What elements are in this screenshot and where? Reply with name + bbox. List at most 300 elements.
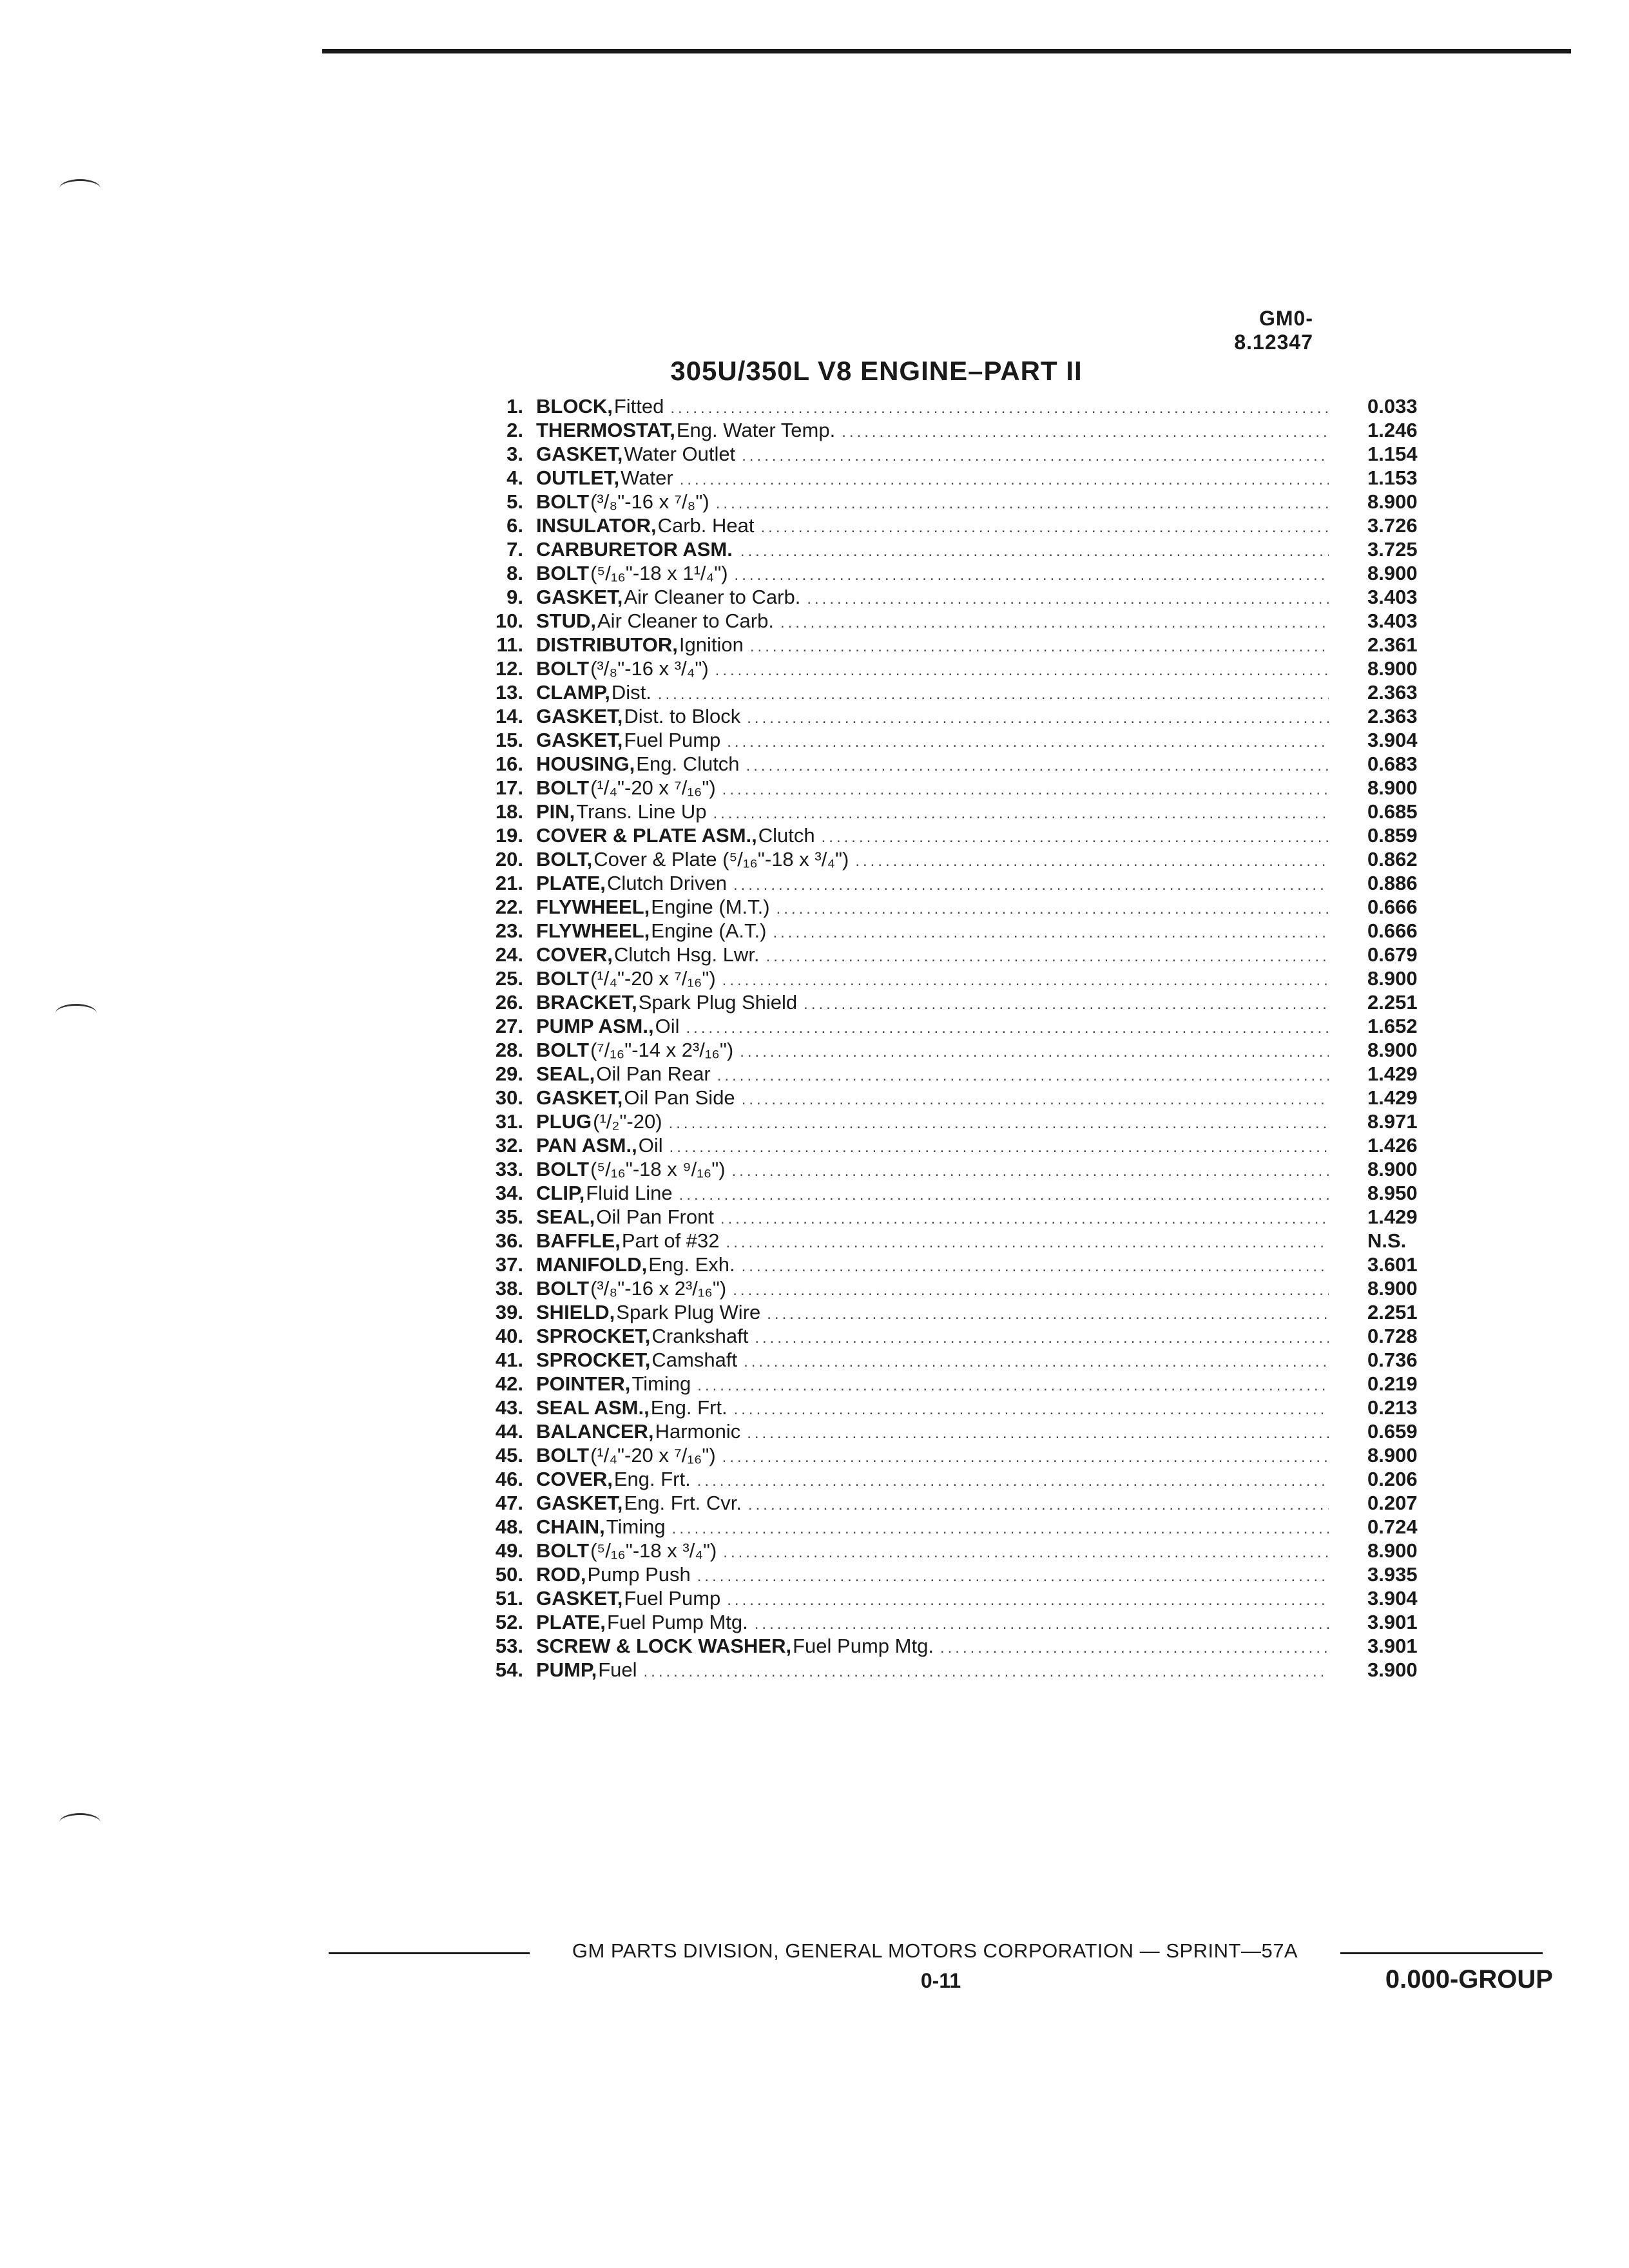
part-description: Oil Pan Side bbox=[624, 1086, 735, 1109]
document-code: GM0-8.12347 bbox=[1234, 307, 1313, 354]
part-name: COVER, bbox=[536, 1468, 613, 1490]
part-group-number: 8.900 bbox=[1367, 1277, 1418, 1300]
part-row bbox=[470, 1491, 1437, 1515]
part-name: GASKET, bbox=[536, 443, 623, 465]
part-row bbox=[470, 442, 1437, 466]
dot-leader bbox=[767, 1302, 1329, 1326]
part-name: GASKET, bbox=[536, 586, 623, 608]
part-row bbox=[470, 1014, 1437, 1038]
part-row bbox=[470, 1562, 1437, 1586]
part-number: 38. bbox=[495, 1277, 523, 1300]
part-row bbox=[470, 1038, 1437, 1062]
dot-leader bbox=[747, 706, 1329, 730]
dot-leader bbox=[822, 825, 1329, 849]
part-description: Carb. Heat bbox=[657, 514, 755, 537]
dot-leader bbox=[697, 1374, 1329, 1398]
part-number: 24. bbox=[495, 943, 523, 966]
part-group-number: 0.859 bbox=[1367, 824, 1418, 847]
part-name: INSULATOR, bbox=[536, 514, 657, 537]
part-name: OUTLET, bbox=[536, 466, 620, 489]
part-row bbox=[470, 394, 1437, 418]
part-row bbox=[470, 466, 1437, 490]
dot-leader bbox=[697, 1564, 1329, 1588]
part-description: Fuel Pump Mtg. bbox=[793, 1635, 934, 1657]
part-name: PUMP, bbox=[536, 1658, 597, 1681]
part-description: Air Cleaner to Carb. bbox=[597, 610, 774, 632]
part-name: BOLT bbox=[536, 1277, 590, 1300]
part-description: (⁷/₁₆"-14 x 2³/₁₆") bbox=[590, 1039, 734, 1061]
part-description: (⁵/₁₆"-18 x ³/₄") bbox=[590, 1539, 717, 1562]
part-row bbox=[470, 1586, 1437, 1610]
dot-leader bbox=[716, 492, 1329, 515]
dot-leader bbox=[686, 1016, 1329, 1040]
part-row bbox=[470, 1396, 1437, 1419]
part-name: BOLT bbox=[536, 1539, 590, 1562]
part-number: 31. bbox=[495, 1110, 523, 1133]
part-row bbox=[470, 1086, 1437, 1110]
part-number: 44. bbox=[495, 1420, 523, 1443]
part-row bbox=[470, 514, 1437, 537]
dot-leader bbox=[747, 1421, 1329, 1445]
part-name: BOLT bbox=[536, 776, 590, 799]
part-group-number: 0.862 bbox=[1367, 848, 1418, 870]
part-group-number: 8.900 bbox=[1367, 776, 1418, 799]
part-number: 9. bbox=[506, 586, 523, 608]
part-number: 22. bbox=[495, 896, 523, 918]
dot-leader bbox=[773, 921, 1329, 945]
part-number: 42. bbox=[495, 1372, 523, 1395]
part-description: Water Outlet bbox=[624, 443, 736, 465]
part-row bbox=[470, 1253, 1437, 1276]
part-number: 2. bbox=[506, 419, 523, 441]
part-row bbox=[470, 966, 1437, 990]
part-description: Oil bbox=[655, 1015, 680, 1037]
part-number: 33. bbox=[495, 1158, 523, 1180]
part-description: Spark Plug Shield bbox=[638, 991, 798, 1014]
dot-leader bbox=[742, 1088, 1329, 1111]
part-name: POINTER, bbox=[536, 1372, 631, 1395]
dot-leader bbox=[680, 468, 1329, 492]
part-description: Eng. Exh. bbox=[648, 1253, 735, 1276]
part-name: MANIFOLD, bbox=[536, 1253, 648, 1276]
part-number: 1. bbox=[506, 395, 523, 418]
part-group-number: 8.971 bbox=[1367, 1110, 1418, 1133]
part-number: 12. bbox=[495, 657, 523, 680]
page-number: 0-11 bbox=[920, 1969, 961, 1992]
group-label: 0.000-GROUP bbox=[1385, 1965, 1553, 1994]
part-name: GASKET, bbox=[536, 1587, 623, 1610]
part-group-number: 0.033 bbox=[1367, 395, 1418, 418]
part-description: (⁵/₁₆"-18 x 1¹/₄") bbox=[590, 562, 728, 584]
part-group-number: 8.900 bbox=[1367, 967, 1418, 990]
part-description: Harmonic bbox=[655, 1420, 741, 1443]
part-group-number: 1.429 bbox=[1367, 1086, 1418, 1109]
part-group-number: 0.659 bbox=[1367, 1420, 1418, 1443]
part-group-number: 3.726 bbox=[1367, 514, 1418, 537]
part-group-number: 3.904 bbox=[1367, 1587, 1418, 1610]
dot-leader bbox=[766, 945, 1329, 968]
part-number: 32. bbox=[495, 1134, 523, 1157]
dot-leader bbox=[644, 1660, 1329, 1684]
part-group-number: 3.725 bbox=[1367, 538, 1418, 561]
part-number: 25. bbox=[495, 967, 523, 990]
part-name: BOLT bbox=[536, 490, 590, 513]
dot-leader bbox=[720, 1207, 1329, 1231]
part-number: 13. bbox=[495, 681, 523, 704]
part-row bbox=[470, 871, 1437, 895]
part-row bbox=[470, 633, 1437, 657]
part-description: Spark Plug Wire bbox=[616, 1301, 761, 1323]
part-row bbox=[470, 1634, 1437, 1658]
part-name: GASKET, bbox=[536, 1492, 623, 1514]
part-group-number: 1.426 bbox=[1367, 1134, 1418, 1157]
part-description: Clutch Hsg. Lwr. bbox=[613, 943, 760, 966]
part-number: 39. bbox=[495, 1301, 523, 1323]
part-name: PLATE, bbox=[536, 1611, 606, 1633]
part-number: 4. bbox=[506, 466, 523, 489]
part-description: (¹/₄"-20 x ⁷/₁₆") bbox=[590, 967, 716, 990]
part-name: DISTRIBUTOR, bbox=[536, 633, 678, 656]
part-number: 41. bbox=[495, 1349, 523, 1371]
part-group-number: 1.246 bbox=[1367, 419, 1418, 441]
part-row bbox=[470, 1324, 1437, 1348]
part-row bbox=[470, 752, 1437, 776]
part-name: BOLT bbox=[536, 657, 590, 680]
part-number: 17. bbox=[495, 776, 523, 799]
part-group-number: 8.900 bbox=[1367, 1539, 1418, 1562]
part-row bbox=[470, 728, 1437, 752]
part-row bbox=[470, 1658, 1437, 1682]
dot-leader bbox=[672, 1517, 1329, 1541]
part-name: SEAL, bbox=[536, 1206, 595, 1228]
part-name: SCREW & LOCK WASHER, bbox=[536, 1635, 792, 1657]
part-name: GASKET, bbox=[536, 1086, 623, 1109]
dot-leader bbox=[669, 1111, 1329, 1135]
part-description: Oil bbox=[638, 1134, 663, 1157]
part-group-number: 3.904 bbox=[1367, 729, 1418, 751]
part-number: 52. bbox=[495, 1611, 523, 1633]
part-number: 5. bbox=[506, 490, 523, 513]
part-description: Crankshaft bbox=[651, 1325, 749, 1347]
dot-leader bbox=[715, 658, 1329, 682]
part-group-number: 3.901 bbox=[1367, 1635, 1418, 1657]
part-name: BALANCER, bbox=[536, 1420, 654, 1443]
part-description: Clutch Driven bbox=[606, 872, 727, 894]
part-number: 43. bbox=[495, 1396, 523, 1419]
part-group-number: 3.901 bbox=[1367, 1611, 1418, 1633]
part-name: CLAMP, bbox=[536, 681, 610, 704]
part-name: BAFFLE, bbox=[536, 1229, 621, 1252]
part-row bbox=[470, 1610, 1437, 1634]
part-description: Trans. Line Up bbox=[576, 800, 707, 823]
part-description: Eng. Clutch bbox=[636, 753, 740, 775]
part-description: Dist. to Block bbox=[624, 705, 741, 727]
part-description: (³/₈"-16 x ³/₄") bbox=[590, 657, 709, 680]
part-number: 46. bbox=[495, 1468, 523, 1490]
part-name: COVER & PLATE ASM., bbox=[536, 824, 757, 847]
part-name: SPROCKET, bbox=[536, 1349, 651, 1371]
dot-leader bbox=[717, 1064, 1329, 1088]
dot-leader bbox=[726, 1231, 1329, 1254]
top-rule bbox=[322, 49, 1571, 53]
part-row bbox=[470, 1419, 1437, 1443]
part-description: Pump Push bbox=[587, 1563, 691, 1586]
part-name: ROD, bbox=[536, 1563, 586, 1586]
punch-hole-mark bbox=[59, 179, 101, 198]
dot-leader bbox=[940, 1636, 1329, 1660]
dot-leader bbox=[742, 444, 1329, 468]
part-number: 23. bbox=[495, 919, 523, 942]
part-number: 34. bbox=[495, 1182, 523, 1204]
part-row bbox=[470, 1157, 1437, 1181]
part-description: Eng. Frt. bbox=[613, 1468, 691, 1490]
part-number: 18. bbox=[495, 800, 523, 823]
dot-leader bbox=[842, 420, 1329, 444]
part-name: CLIP, bbox=[536, 1182, 585, 1204]
part-number: 45. bbox=[495, 1444, 523, 1466]
part-row bbox=[470, 1229, 1437, 1253]
part-description: (¹/₄"-20 x ⁷/₁₆") bbox=[590, 776, 716, 799]
part-description: Camshaft bbox=[651, 1349, 738, 1371]
part-row bbox=[470, 1133, 1437, 1157]
part-row bbox=[470, 800, 1437, 823]
part-number: 3. bbox=[506, 443, 523, 465]
part-description: Dist. bbox=[611, 681, 651, 704]
part-description: Fuel Pump bbox=[624, 729, 721, 751]
dot-leader bbox=[744, 1350, 1329, 1374]
part-number: 48. bbox=[495, 1515, 523, 1538]
part-group-number: 0.219 bbox=[1367, 1372, 1418, 1395]
part-name: PUMP ASM., bbox=[536, 1015, 654, 1037]
dot-leader bbox=[760, 515, 1329, 539]
footer-rule-right bbox=[1340, 1952, 1543, 1954]
part-row bbox=[470, 1276, 1437, 1300]
part-group-number: 0.206 bbox=[1367, 1468, 1418, 1490]
part-group-number: 3.601 bbox=[1367, 1253, 1418, 1276]
part-row bbox=[470, 585, 1437, 609]
part-row bbox=[470, 1062, 1437, 1086]
part-description: Fuel Pump bbox=[624, 1587, 721, 1610]
dot-leader bbox=[734, 1398, 1329, 1421]
part-row bbox=[470, 609, 1437, 633]
part-group-number: 2.251 bbox=[1367, 991, 1418, 1014]
part-description: Fluid Line bbox=[586, 1182, 673, 1204]
part-number: 8. bbox=[506, 562, 523, 584]
part-group-number: 1.429 bbox=[1367, 1206, 1418, 1228]
part-description: Fitted bbox=[613, 395, 664, 418]
dot-leader bbox=[723, 1541, 1329, 1564]
part-number: 53. bbox=[495, 1635, 523, 1657]
part-name: BRACKET, bbox=[536, 991, 637, 1014]
part-number: 51. bbox=[495, 1587, 523, 1610]
punch-hole-mark bbox=[55, 1004, 97, 1023]
dot-leader bbox=[658, 682, 1329, 706]
part-group-number: 2.251 bbox=[1367, 1301, 1418, 1323]
part-number: 50. bbox=[495, 1563, 523, 1586]
dot-leader bbox=[742, 1254, 1329, 1278]
dot-leader bbox=[727, 730, 1329, 754]
part-name: BLOCK, bbox=[536, 395, 613, 418]
part-name: PAN ASM., bbox=[536, 1134, 637, 1157]
dot-leader bbox=[755, 1326, 1329, 1350]
part-group-number: 8.900 bbox=[1367, 562, 1418, 584]
part-number: 54. bbox=[495, 1658, 523, 1681]
part-description: (³/₈"-16 x ⁷/₈") bbox=[590, 490, 709, 513]
part-row bbox=[470, 1372, 1437, 1396]
part-group-number: 1.652 bbox=[1367, 1015, 1418, 1037]
part-description: Fuel Pump Mtg. bbox=[606, 1611, 748, 1633]
part-description: Engine (A.T.) bbox=[651, 919, 767, 942]
part-group-number: 8.900 bbox=[1367, 490, 1418, 513]
part-description: Ignition bbox=[679, 633, 744, 656]
part-number: 35. bbox=[495, 1206, 523, 1228]
part-row bbox=[470, 1181, 1437, 1205]
dot-leader bbox=[713, 802, 1329, 825]
part-description: Water bbox=[621, 466, 673, 489]
part-description: Timing bbox=[606, 1515, 666, 1538]
part-group-number: 0.679 bbox=[1367, 943, 1418, 966]
part-number: 26. bbox=[495, 991, 523, 1014]
part-description: Oil Pan Front bbox=[596, 1206, 714, 1228]
part-group-number: 0.207 bbox=[1367, 1492, 1418, 1514]
part-number: 36. bbox=[495, 1229, 523, 1252]
part-group-number: 2.363 bbox=[1367, 705, 1418, 727]
part-number: 40. bbox=[495, 1325, 523, 1347]
dot-leader bbox=[727, 1588, 1329, 1612]
dot-leader bbox=[733, 873, 1329, 897]
dot-leader bbox=[776, 897, 1329, 921]
part-name: THERMOSTAT, bbox=[536, 419, 675, 441]
part-group-number: 8.900 bbox=[1367, 1158, 1418, 1180]
part-row bbox=[470, 1348, 1437, 1372]
dot-leader bbox=[780, 611, 1329, 635]
part-name: CARBURETOR ASM. bbox=[536, 538, 733, 561]
dot-leader bbox=[732, 1159, 1329, 1183]
part-row bbox=[470, 1205, 1437, 1229]
part-number: 16. bbox=[495, 753, 523, 775]
part-name: FLYWHEEL, bbox=[536, 896, 650, 918]
part-description: Clutch bbox=[758, 824, 815, 847]
part-name: PLATE, bbox=[536, 872, 606, 894]
punch-hole-mark bbox=[59, 1813, 101, 1832]
part-group-number: 0.728 bbox=[1367, 1325, 1418, 1347]
part-name: BOLT bbox=[536, 562, 590, 584]
part-number: 49. bbox=[495, 1539, 523, 1562]
part-group-number: 0.666 bbox=[1367, 919, 1418, 942]
part-row bbox=[470, 418, 1437, 442]
dot-leader bbox=[722, 968, 1329, 992]
part-name: CHAIN, bbox=[536, 1515, 605, 1538]
dot-leader bbox=[748, 1493, 1329, 1517]
dot-leader bbox=[722, 1445, 1329, 1469]
dot-leader bbox=[722, 778, 1329, 802]
part-group-number: 3.900 bbox=[1367, 1658, 1418, 1681]
part-row bbox=[470, 990, 1437, 1014]
dot-leader bbox=[746, 754, 1329, 778]
part-description: (¹/₄"-20 x ⁷/₁₆") bbox=[590, 1444, 716, 1466]
part-row bbox=[470, 919, 1437, 943]
part-number: 21. bbox=[495, 872, 523, 894]
part-number: 28. bbox=[495, 1039, 523, 1061]
part-number: 15. bbox=[495, 729, 523, 751]
dot-leader bbox=[697, 1469, 1329, 1493]
part-row bbox=[470, 847, 1437, 871]
part-number: 6. bbox=[506, 514, 523, 537]
part-name: BOLT bbox=[536, 1444, 590, 1466]
part-name: PLUG bbox=[536, 1110, 592, 1133]
part-group-number: 0.683 bbox=[1367, 753, 1418, 775]
part-group-number: 0.213 bbox=[1367, 1396, 1418, 1419]
part-name: GASKET, bbox=[536, 705, 623, 727]
dot-leader bbox=[670, 1135, 1329, 1159]
part-row bbox=[470, 1467, 1437, 1491]
part-name: SHIELD, bbox=[536, 1301, 615, 1323]
part-name: SPROCKET, bbox=[536, 1325, 651, 1347]
part-name: BOLT, bbox=[536, 848, 593, 870]
part-number: 11. bbox=[496, 633, 523, 656]
footer-publisher: GM PARTS DIVISION, GENERAL MOTORS CORPORATION — SPRINT—57A bbox=[572, 1939, 1298, 1962]
part-name: HOUSING, bbox=[536, 753, 635, 775]
part-number: 14. bbox=[495, 705, 523, 727]
part-group-number: 1.154 bbox=[1367, 443, 1418, 465]
part-name: STUD, bbox=[536, 610, 596, 632]
part-group-number: 3.403 bbox=[1367, 610, 1418, 632]
part-group-number: 0.724 bbox=[1367, 1515, 1418, 1538]
dot-leader bbox=[679, 1183, 1329, 1207]
part-description: (¹/₂"-20) bbox=[593, 1110, 662, 1133]
part-number: 47. bbox=[495, 1492, 523, 1514]
part-number: 29. bbox=[495, 1062, 523, 1085]
part-row bbox=[470, 490, 1437, 514]
part-row bbox=[470, 1443, 1437, 1467]
part-row bbox=[470, 1300, 1437, 1324]
part-name: SEAL, bbox=[536, 1062, 595, 1085]
part-name: GASKET, bbox=[536, 729, 623, 751]
part-description: Part of #32 bbox=[621, 1229, 720, 1252]
part-group-number: 1.429 bbox=[1367, 1062, 1418, 1085]
part-description: Air Cleaner to Carb. bbox=[624, 586, 801, 608]
part-name: FLYWHEEL, bbox=[536, 919, 650, 942]
footer-rule-left bbox=[329, 1952, 530, 1954]
part-description: (⁵/₁₆"-18 x ⁹/₁₆") bbox=[590, 1158, 726, 1180]
part-row bbox=[470, 561, 1437, 585]
part-row bbox=[470, 776, 1437, 800]
part-row bbox=[470, 680, 1437, 704]
part-group-number: N.S. bbox=[1367, 1229, 1407, 1252]
part-row bbox=[470, 704, 1437, 728]
part-description: Fuel bbox=[598, 1658, 637, 1681]
part-description: Eng. Frt. Cvr. bbox=[624, 1492, 742, 1514]
part-row bbox=[470, 1515, 1437, 1539]
dot-leader bbox=[807, 587, 1329, 611]
part-number: 10. bbox=[495, 610, 523, 632]
page-title: 305U/350L V8 ENGINE–PART II bbox=[670, 356, 1083, 386]
part-number: 30. bbox=[495, 1086, 523, 1109]
part-name: SEAL ASM., bbox=[536, 1396, 650, 1419]
part-group-number: 8.900 bbox=[1367, 1444, 1418, 1466]
part-row bbox=[470, 943, 1437, 966]
part-group-number: 8.900 bbox=[1367, 1039, 1418, 1061]
part-number: 19. bbox=[495, 824, 523, 847]
part-group-number: 2.361 bbox=[1367, 633, 1418, 656]
dot-leader bbox=[670, 396, 1329, 420]
part-row bbox=[470, 657, 1437, 680]
dot-leader bbox=[735, 563, 1329, 587]
part-group-number: 3.403 bbox=[1367, 586, 1418, 608]
part-description: Timing bbox=[631, 1372, 691, 1395]
part-description: Engine (M.T.) bbox=[651, 896, 770, 918]
part-group-number: 0.886 bbox=[1367, 872, 1418, 894]
